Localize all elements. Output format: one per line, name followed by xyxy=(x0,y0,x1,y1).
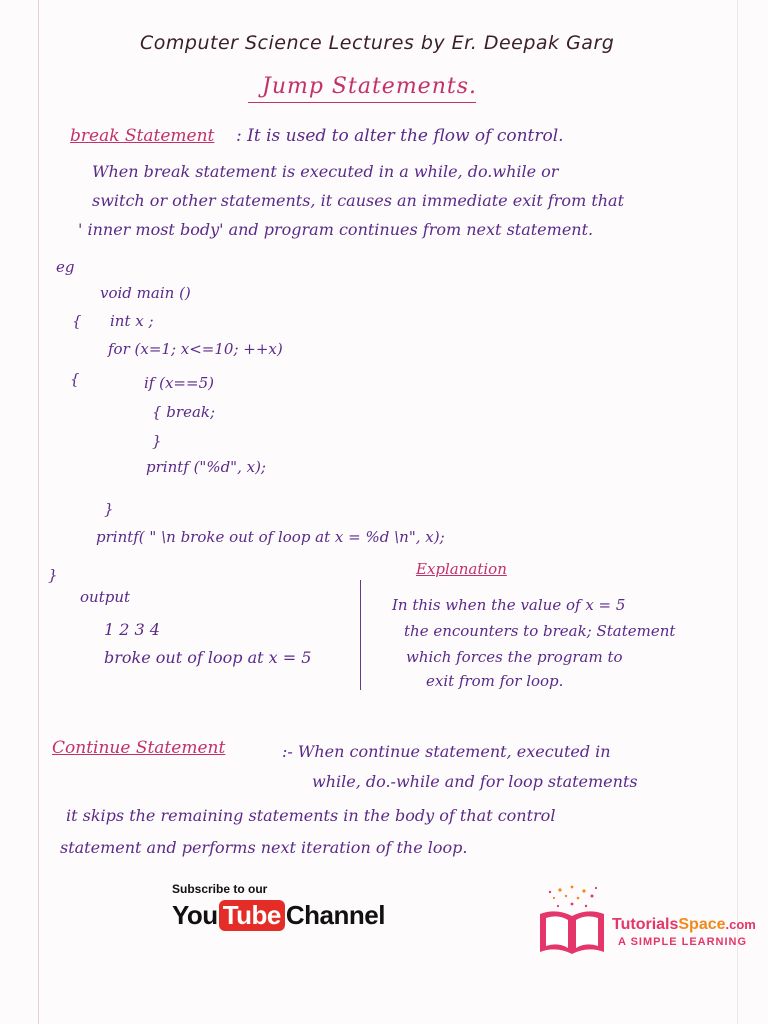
page-title: Jump Statements. xyxy=(262,74,477,99)
youtube-tube-text: Tube xyxy=(219,900,285,931)
code-line: void main () xyxy=(100,284,191,302)
explanation-line: In this when the value of x = 5 xyxy=(392,596,626,614)
code-line: { xyxy=(70,370,80,388)
code-line: printf ("%d", x); xyxy=(146,458,266,476)
continue-intro-line: while, do.-while and for loop statements xyxy=(312,772,638,791)
break-desc-line: When break statement is executed in a while, do.while or xyxy=(92,162,559,181)
break-desc-line: ' inner most body' and program continues from next statement. xyxy=(78,220,594,239)
code-line: for (x=1; x<=10; ++x) xyxy=(108,340,283,358)
continue-statement-label: Continue Statement xyxy=(52,738,226,758)
continue-desc-line: statement and performs next iteration of the loop. xyxy=(60,838,468,857)
break-desc-line: switch or other statements, it causes an immediate exit from that xyxy=(92,191,625,210)
youtube-channel-badge[interactable] xyxy=(172,882,385,931)
page-header: Computer Science Lectures by Er. Deepak Garg xyxy=(140,32,615,54)
continue-intro-line: :- When continue statement, executed in xyxy=(282,742,611,761)
tutorials-text: Tutorials xyxy=(612,916,679,933)
column-divider xyxy=(360,580,361,690)
output-label: output xyxy=(80,588,131,606)
youtube-subscribe-text: Subscribe to our xyxy=(172,882,268,896)
explanation-label: Explanation xyxy=(416,560,507,578)
tutorials-tagline: A SIMPLE LEARNING xyxy=(618,936,748,948)
break-statement-intro: : It is used to alter the flow of control. xyxy=(236,126,564,146)
space-text: Space xyxy=(678,916,726,933)
example-label: eg xyxy=(56,258,75,276)
page-edge xyxy=(737,0,738,1024)
explanation-line: exit from for loop. xyxy=(426,672,564,690)
code-line: { xyxy=(72,312,82,330)
code-line: printf( " \n broke out of loop at x = %d \n", x); xyxy=(96,528,445,546)
code-line: { break; xyxy=(152,403,216,421)
dotcom-text: .com xyxy=(725,917,756,932)
explanation-line: the encounters to break; Statement xyxy=(404,622,676,640)
open-book-icon xyxy=(536,884,612,956)
code-line: } xyxy=(104,500,114,518)
code-line: if (x==5) xyxy=(144,374,214,392)
title-underline xyxy=(248,102,476,103)
youtube-you-text: You xyxy=(172,900,218,930)
break-statement-label: break Statement xyxy=(70,126,215,146)
code-line: } xyxy=(152,432,162,450)
continue-desc-line: it skips the remaining statements in the body of that control xyxy=(66,806,556,825)
margin-line xyxy=(38,0,39,1024)
output-line: 1 2 3 4 xyxy=(104,620,160,639)
explanation-line: which forces the program to xyxy=(406,648,623,666)
code-line: int x ; xyxy=(110,312,154,330)
youtube-channel-text: Channel xyxy=(285,900,385,930)
code-line: } xyxy=(48,566,58,584)
output-line: broke out of loop at x = 5 xyxy=(104,648,312,667)
